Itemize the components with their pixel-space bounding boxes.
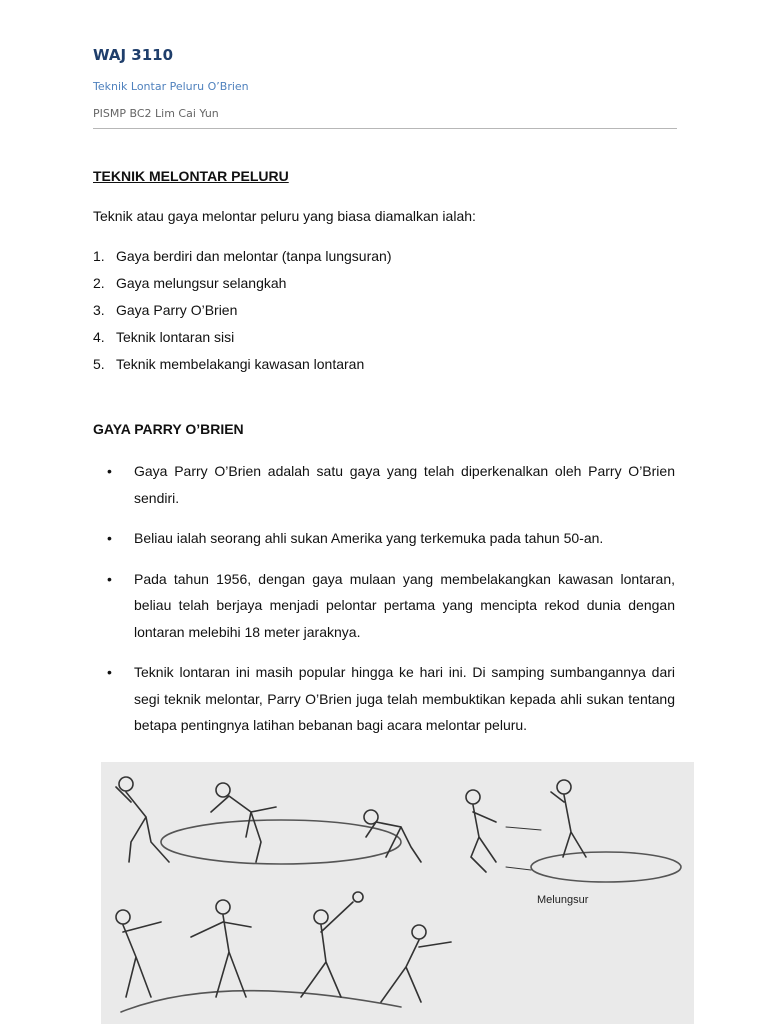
bullet-item — [107, 566, 675, 646]
list-number: 2. — [93, 275, 105, 291]
shot-put-illustration — [101, 762, 694, 1024]
list-text: Teknik lontaran sisi — [116, 329, 235, 345]
document-subtitle: Teknik Lontar Peluru O’Brien — [93, 80, 249, 93]
list-number: 4. — [93, 329, 105, 345]
bullet-item — [107, 659, 675, 739]
section-title-parry-obrien: GAYA PARRY O’BRIEN — [93, 421, 244, 437]
list-number: 3. — [93, 302, 105, 318]
bullet-icon: • — [107, 664, 112, 680]
bullet-item — [107, 525, 675, 552]
bullet-list — [107, 458, 675, 753]
athlete-figure — [116, 777, 169, 862]
bullet-icon: • — [107, 570, 112, 587]
list-item — [93, 300, 392, 327]
list-text: Gaya berdiri dan melontar (tanpa lungsuran) — [116, 248, 392, 264]
section-title-teknik: TEKNIK MELONTAR PELURU — [93, 168, 289, 184]
list-text: Teknik membelakangi kawasan lontaran — [116, 356, 365, 372]
technique-list — [93, 246, 392, 381]
list-item — [93, 354, 392, 381]
intro-paragraph: Teknik atau gaya melontar peluru yang biasa diamalkan ialah: — [93, 208, 476, 224]
list-item — [93, 273, 392, 300]
list-item — [93, 246, 392, 273]
bullet-item — [107, 458, 675, 511]
figure-caption: Melungsur — [537, 894, 589, 906]
header-divider — [93, 128, 677, 129]
list-text: Gaya melungsur selangkah — [116, 275, 287, 291]
document-code: WAJ 3110 — [93, 46, 174, 64]
list-item — [93, 327, 392, 354]
list-number: 1. — [93, 248, 105, 264]
bullet-icon: • — [107, 463, 112, 479]
list-number: 5. — [93, 356, 105, 372]
bullet-icon: • — [107, 530, 112, 546]
list-text: Gaya Parry O’Brien — [116, 302, 238, 318]
bullet-text: Gaya Parry O’Brien adalah satu gaya yang telah diperkenalkan oleh Parry O’Brien sendiri. — [134, 463, 675, 506]
document-author: PISMP BC2 Lim Cai Yun — [93, 107, 219, 120]
bullet-text: Beliau ialah seorang ahli sukan Amerika yang terkemuka pada tahun 50-an. — [134, 530, 604, 546]
bullet-text: Teknik lontaran ini masih popular hingga ke hari ini. Di samping sumbangannya dari segi teknik melontar, Parry O’Brien juga telah membuktikan kepada ahli sukan tentang betapa pentingnya latihan bebanan bagi acara melontar peluru. — [134, 664, 675, 733]
bullet-text: Pada tahun 1956, dengan gaya mulaan yang membelakangkan kawasan lontaran, beliau telah berjaya menjadi pelontar pertama yang mencipta rekod dunia dengan lontaran melebihi 18 meter jaraknya. — [134, 570, 675, 640]
